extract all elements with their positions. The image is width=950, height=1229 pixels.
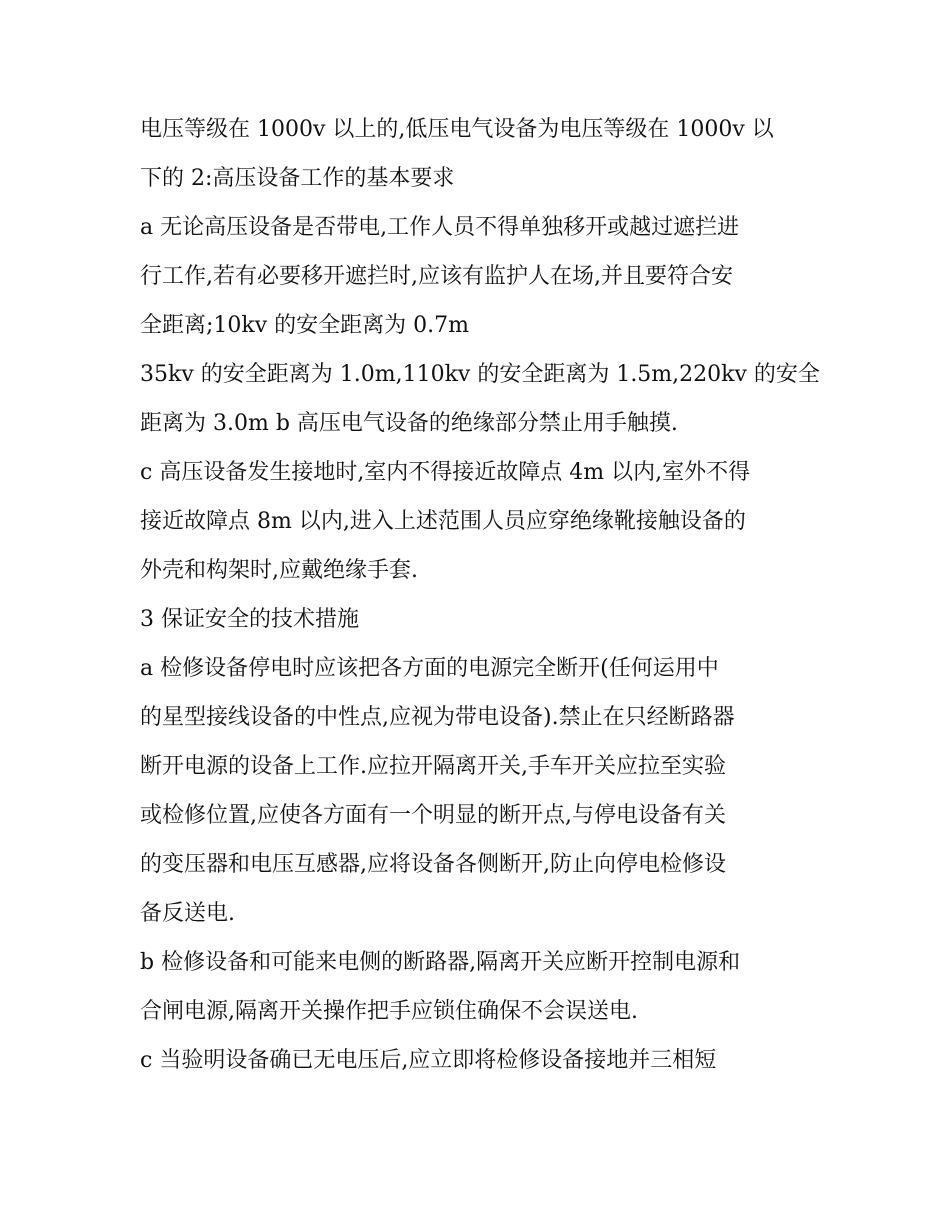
text-line: 外壳和构架时,应戴绝缘手套. <box>140 558 418 583</box>
paragraph-item-b-breakers <box>140 938 820 1036</box>
text-line: 行工作,若有必要移开遮拦时,应该有监护人在场,并且要符合安 <box>140 264 733 289</box>
text-line: a 检修设备停电时应该把各方面的电源完全断开(任何运用中 <box>140 656 719 681</box>
text-line: b 检修设备和可能来电侧的断路器,隔离开关应断开控制电源和 <box>140 950 741 975</box>
text-line: 距离为 3.0m b 高压电气设备的绝缘部分禁止用手触摸. <box>140 411 678 436</box>
paragraph-item-c-grounding <box>140 448 820 595</box>
text-line: 断开电源的设备上工作.应拉开隔离开关,手车开关应拉至实验 <box>140 754 726 779</box>
text-line: 合闸电源,隔离开关操作把手应锁住确保不会误送电. <box>140 999 638 1024</box>
text-line: a 无论高压设备是否带电,工作人员不得单独移开或越过遮拦进 <box>140 215 740 240</box>
document-body <box>140 105 820 1085</box>
text-line: 35kv 的安全距离为 1.0m,110kv 的安全距离为 1.5m,220kv 的安全 <box>140 362 820 387</box>
text-line: 的变压器和电压互感器,应将设备各侧断开,防止向停电检修设 <box>140 852 726 877</box>
text-line: 备反送电. <box>140 901 235 926</box>
text-line: 的星型接线设备的中性点,应视为带电设备).禁止在只经断路器 <box>140 705 735 730</box>
text-line: c 高压设备发生接地时,室内不得接近故障点 4m 以内,室外不得 <box>140 460 751 485</box>
text-line: 或检修位置,应使各方面有一个明显的断开点,与停电设备有关 <box>140 803 726 828</box>
paragraph-safe-distances <box>140 350 820 448</box>
text-line: 电压等级在 1000v 以上的,低压电气设备为电压等级在 1000v 以 <box>140 117 774 142</box>
text-line: c 当验明设备确已无电压后,应立即将检修设备接地并三相短 <box>140 1048 717 1073</box>
section-heading-technical-measures <box>140 595 820 644</box>
text-line: 3 保证安全的技术措施 <box>140 607 359 632</box>
paragraph-item-a-power-off <box>140 644 820 938</box>
paragraph-item-c-verify <box>140 1036 820 1085</box>
paragraph-voltage-levels <box>140 105 820 203</box>
text-line: 全距离;10kv 的安全距离为 0.7m <box>140 313 470 338</box>
paragraph-item-a-barrier <box>140 203 820 350</box>
text-line: 下的 2:高压设备工作的基本要求 <box>140 166 455 191</box>
text-line: 接近故障点 8m 以内,进入上述范围人员应穿绝缘靴接触设备的 <box>140 509 746 534</box>
